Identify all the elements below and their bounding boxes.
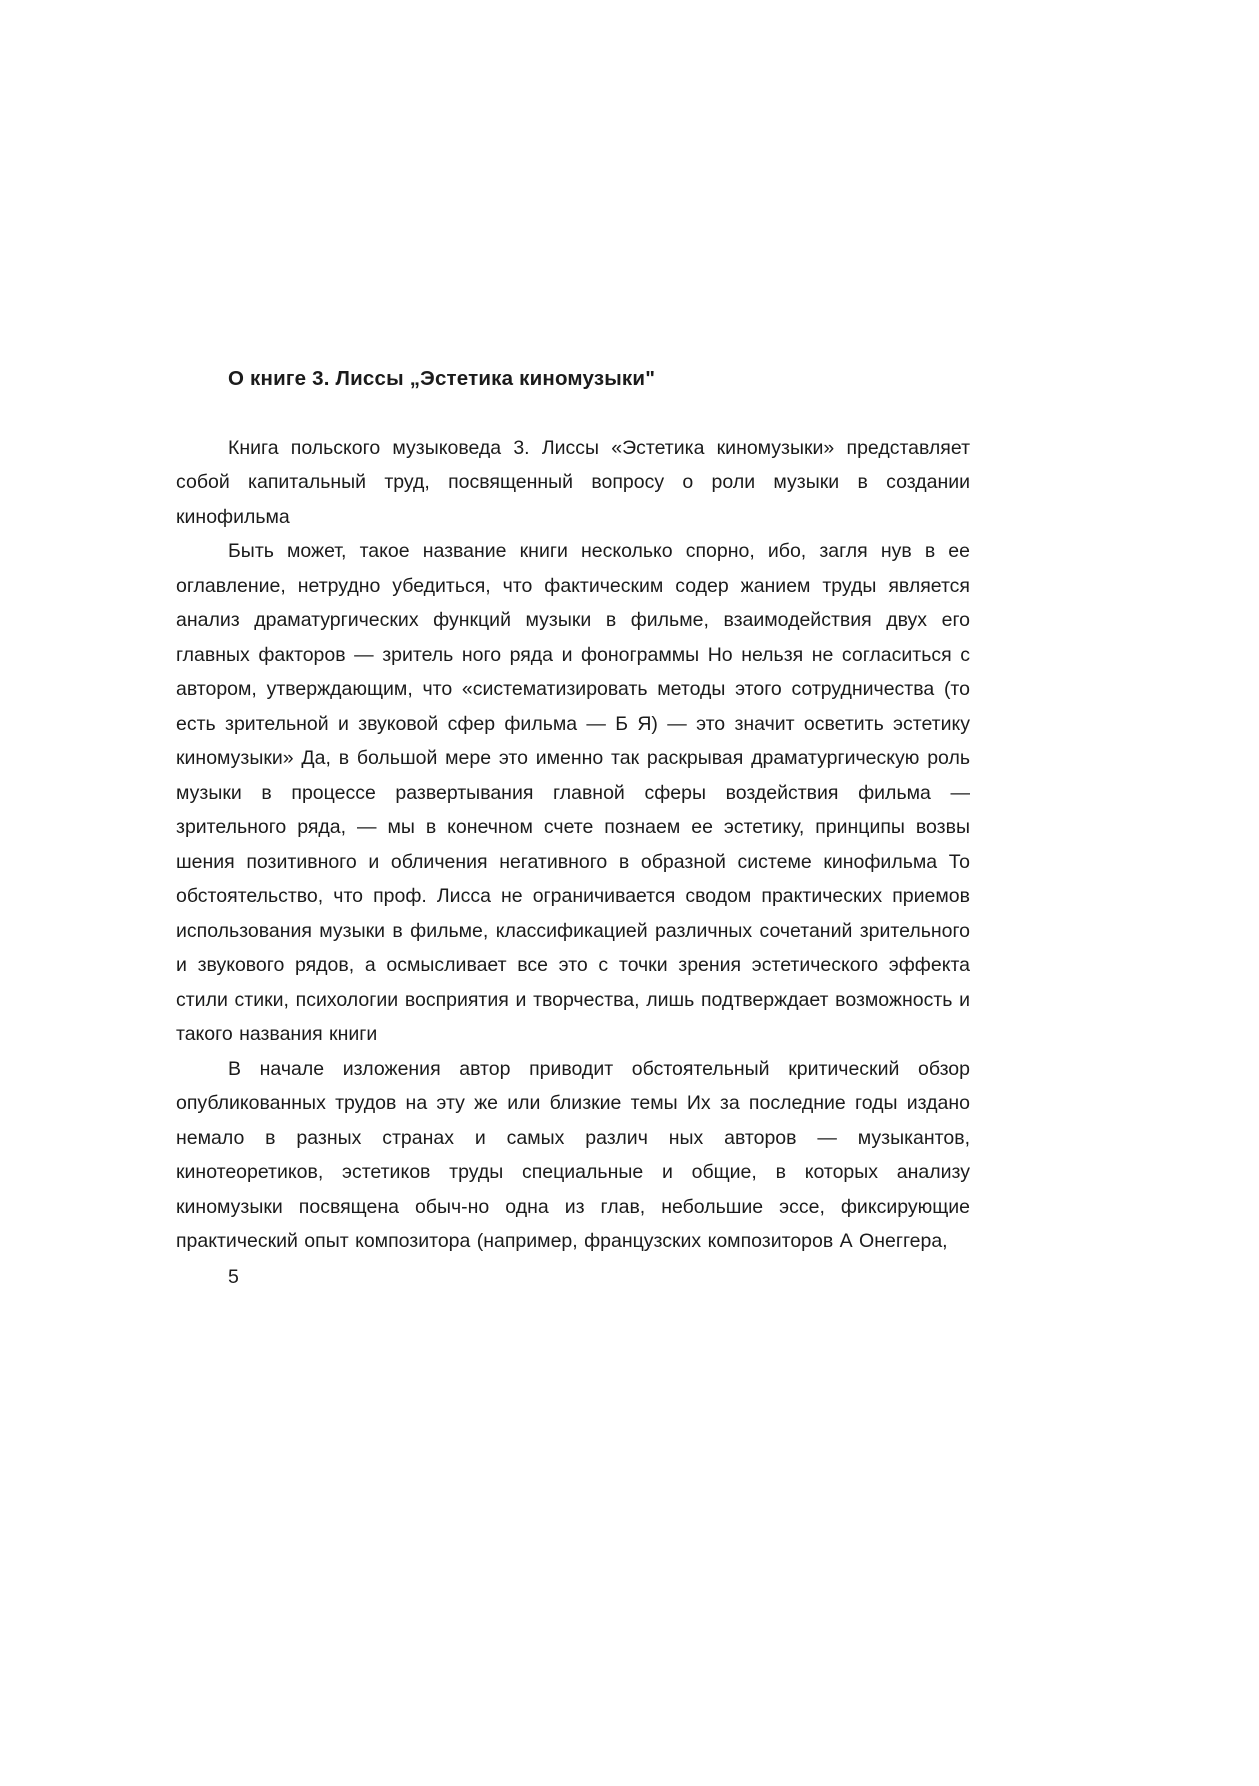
paragraph-review: В начале изложения автор приводит обстоятельный критический обзор опубликованных трудов на эту же или близкие темы Их за последние годы издано немало в разных странах и самых различ ных авторов — музыкантов, кинотеоретиков, эстетиков труды специальные и общие, в которых анализу киномузыки посвящена обыч-но одна из глав, небольшие эссе, фиксирующие практический опыт композитора (например, французских композиторов А Онеггера, xyxy=(176,1057,970,1252)
page-title: О книге 3. Лиссы „Эстетика киномузыки" xyxy=(228,367,656,390)
paragraph-body: Быть может, такое название книги несколько спорно, ибо, загля нув в ее оглавление, нетрудно убедиться, что фактическим содер жанием труды является анализ драматургических функций музыки в фильме, взаимодействия двух его главных факторов — зритель ного ряда и фонограммы Но нельзя не согласиться с автором, утверждающим, что «систематизировать методы этого сотрудничества (то есть зрительной и звуковой сфер фильма — Б Я) — это значит осветить эстетику киномузыки» Да, в большой мере это именно так раскрывая драматургическую роль музыки в процессе развертывания главной сферы воздействия фильма — зрительного ряда, — мы в конечном счете познаем ее эстетику, принципы возвы шения позитивного и обличения негативного в образной системе кинофильма То обстоятельство, что проф. Лисса не ограничивается сводом практических приемов использования музыки в фильме, классификацией различных сочетаний зрительного и звукового рядов, а осмысливает все это с точки зрения эстетического эффекта стили стики, психологии восприятия и творчества, лишь подтверждает возможность и такого названия книги xyxy=(176,540,970,1045)
text-block xyxy=(176,362,970,1294)
page-number: 5 xyxy=(228,1265,239,1288)
paragraph-intro: Книга польского музыковеда 3. Лиссы «Эстетика киномузыки» представляет собой капитальный труд, посвященный вопросу о роли музыки в создании кинофильма xyxy=(176,436,970,528)
